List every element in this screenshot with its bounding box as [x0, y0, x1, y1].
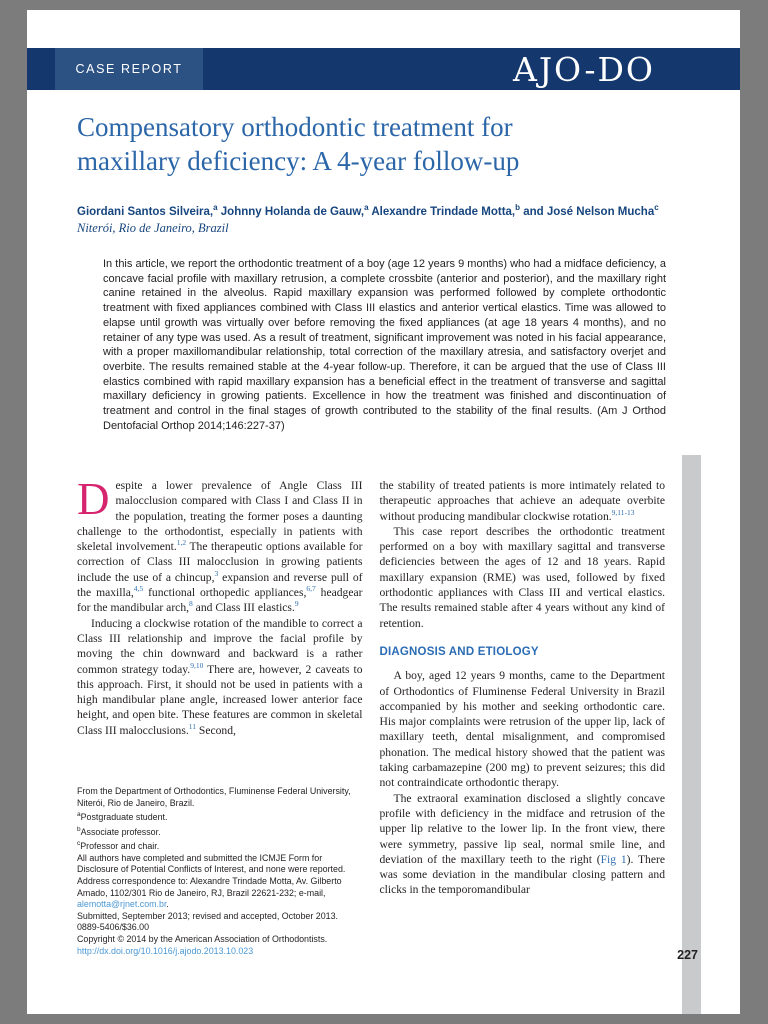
reference-superscript: a: [364, 203, 369, 212]
paragraph-intro: Despite a lower prevalence of Angle Class III malocclusion compared with Class I and Class II in the population, treating the former poses a daunting challenge to the orthodontist, especially in patients with skeletal involvement.$^{1,2}$ The therapeutic options available for correction of Class III malocclusion in growing patients include the use of a chincup,$^3$ expansion and reverse pull of the maxilla,$^{4,5}$ functional orthopedic appliances,$^{6,7}$ headgear for the mandibular arch,$^8$ and Class III elastics.$^9$: [77, 474, 363, 615]
reference-superscript: 9,10: [190, 660, 204, 670]
reference-superscript: c: [77, 840, 81, 848]
paragraph: This case report describes the orthodontic treatment performed on a boy with maxillary sagittal and transverse deficiencies between the ages of 12 and 18 years. Rapid maxillary expansion (RME) was used, followed by fixed orthodontic appliances with Class III and vertical elastics. The results remained stable after 4 years without any kind of retention.: [379, 524, 665, 630]
reference-superscript: 6,7: [306, 584, 316, 594]
reference-superscript: 9: [294, 599, 299, 609]
paragraph-continuation: the stability of treated patients is more intimately related to therapeutic approaches that achieve an adequate overbite without producing mandibular clockwise rotation.$^{9,11-13}$: [379, 479, 665, 523]
journal-logo: AJO-DO: [513, 49, 655, 89]
reference-superscript: a: [213, 203, 218, 212]
footnote-line: Address correspondence to: Alexandre Trindade Motta, Av. Gilberto Amado, 1102/301 Rio de Janeiro, RJ, Brazil 22621-232; e-mail, alemotta@rjnet.com.br.: [77, 876, 342, 910]
authors-line: Giordani Santos Silveira,$^a$ Johnny Holanda de Gauw,$^a$ Alexandre Trindade Motta,$^b$ and José Nelson Mucha$^c$: [77, 203, 659, 218]
footnote-line: [77, 946, 363, 958]
document-page: [27, 10, 740, 1014]
journal-header-bar: [27, 48, 740, 90]
scrollbar-track[interactable]: [682, 455, 701, 1014]
footnote-line: From the Department of Orthodontics, Fluminense Federal University, Niterói, Rio de Janeiro, Brazil.: [77, 786, 351, 808]
reference-superscript: 4,5: [133, 584, 144, 594]
article-title: [77, 110, 677, 178]
footnote-line: $^b$Associate professor.: [77, 825, 161, 837]
author-footnotes-block: [77, 786, 363, 957]
doi-link[interactable]: http://dx.doi.org/10.1016/j.ajodo.2013.10.023: [77, 945, 254, 956]
article-type-label: CASE REPORT: [55, 48, 203, 90]
affiliation-line: Niterói, Rio de Janeiro, Brazil: [77, 221, 229, 235]
reference-superscript: 11: [188, 721, 196, 731]
title-line-2: maxillary deficiency: A 4-year follow-up: [77, 146, 520, 176]
footnote-line: 0889-5406/$36.00: [77, 922, 150, 933]
reference-superscript: b: [515, 203, 521, 212]
right-column: [380, 478, 666, 898]
reference-superscript: c: [654, 203, 659, 212]
footnote-line: Copyright © 2014 by the American Association of Orthodontists.: [77, 934, 328, 945]
paragraph: The extraoral examination disclosed a slightly concave profile with deficiency in the midface and retrusion of the upper lip relative to the lower lip. In the front view, there were symmetry, passive lip seal, normal smile line, and deviation of the maxillary teeth to the right (Fig 1). There was some deviation in the mandibular closing pattern and clicks in the temporomandibular: [379, 791, 665, 897]
figure-1-link[interactable]: Fig 1: [600, 852, 627, 866]
reference-superscript: a: [77, 811, 81, 819]
section-heading-diagnosis-and-etiology: DIAGNOSIS AND ETIOLOGY: [379, 645, 539, 658]
footnote-line: $^c$Professor and chair.: [77, 840, 160, 852]
reference-superscript: 1,2: [176, 538, 187, 548]
paragraph: Inducing a clockwise rotation of the mandible to correct a Class III relationship and improve the facial profile by moving the chin downward and backward is a rather common strategy today.$^{9,10}$ There are, however, 2 caveats to this approach. First, it should not be used in patients with a high mandibular plane angle, increased lower anterior face height, and open bite. These features are common in skeletal Class III malocclusions.$^{11}$ Second,: [77, 616, 363, 737]
footnote-line: $^a$Postgraduate student.: [77, 811, 168, 823]
abstract-text: In this article, we report the orthodontic treatment of a boy (age 12 years 9 months) who had a midface deficiency, a concave facial profile with maxillary retrusion, a complete crossbite (anterior and posterior), and the maxillary right canine retained in the alveolus. Rapid maxillary expansion was performed followed by complete orthodontic treatment with fixed appliances combined with Class III elastics and anterior vertical elastics. Time was allowed to elapse until growth was virtually over before removing the fixed appliances (at age 18 years 4 months), and no retainer of any type was used. As a result of treatment, significant improvement was noted in his facial appearance, with a proper maxillomandibular relationship, total correction of the maxillary atresia, and satisfactory overjet and overbite. The results remained stable at the 4-year follow-up. Therefore, it can be argued that the use of Class III elastics combined with rapid maxillary expansion has a beneficial effect in the treatment of transverse and sagittal maxillary deficiency in growing patients. Excellence in how the treatment was finished and discontinuation of treatment and control in the final stages of growth contributed to the stability of the final results. (Am J Orthod Dentofacial Orthop 2014;146:227-37): [103, 258, 666, 432]
footnote-line: All authors have completed and submitted the ICMJE Form for Disclosure of Potential Conflicts of Interest, and none were reported.: [77, 852, 346, 875]
footnote-line: Submitted, September 2013; revised and accepted, October 2013.: [77, 910, 338, 921]
paragraph: A boy, aged 12 years 9 months, came to the Department of Orthodontics of Fluminense Federal University in Brazil accompanied by his mother and seeking orthodontic care. His major complaints were retrusion of the upper lip, lack of maxillary teeth, dental misalignment, and compromised phonation. The medical history showed that the patient was taking carbamazepine (200 mg) to prevent seizures; this did not contraindicate orthodontic therapy.: [379, 669, 665, 790]
title-line-1: Compensatory orthodontic treatment for: [77, 112, 513, 142]
reference-superscript: 3: [214, 568, 219, 578]
page-number: 227: [677, 948, 698, 962]
reference-superscript: 9,11-13: [611, 507, 635, 517]
reference-superscript: 8: [189, 599, 193, 609]
reference-superscript: b: [77, 825, 81, 833]
email-link[interactable]: alemotta@rjnet.com.br: [77, 899, 167, 910]
drop-cap: D: [77, 474, 110, 524]
